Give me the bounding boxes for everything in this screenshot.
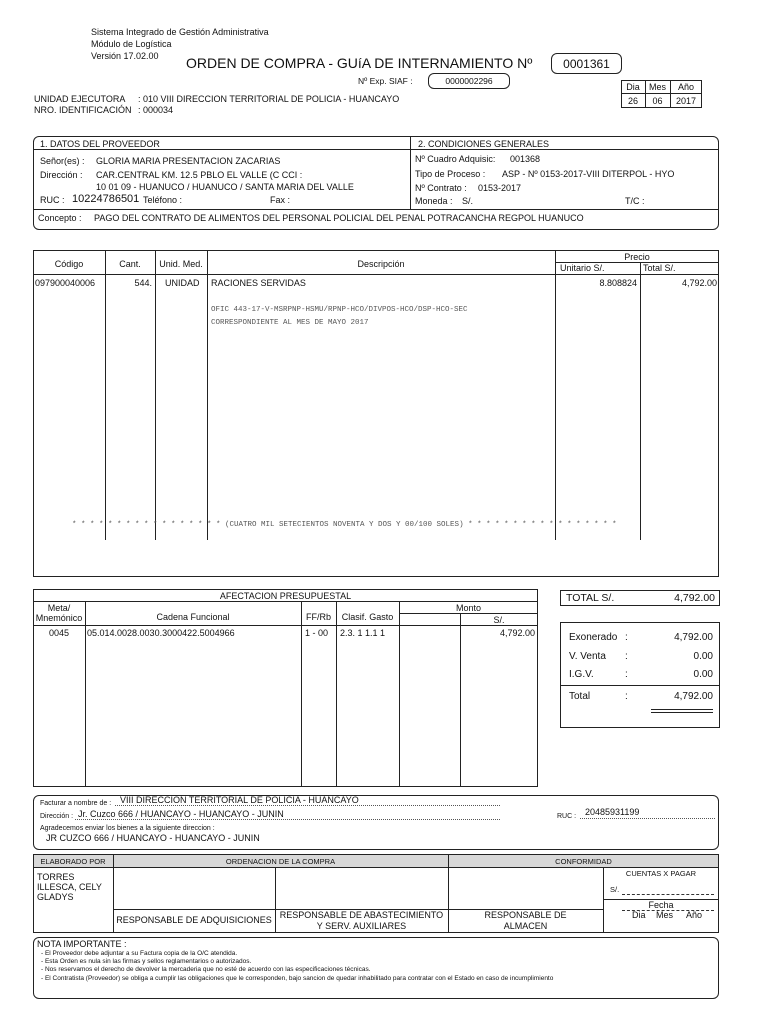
cuadro-value: 001368 — [510, 154, 541, 164]
budget-clasif: 2.3. 1 1.1 1 — [340, 628, 386, 638]
moneda-value: S/. — [462, 196, 474, 206]
order-number-box — [551, 53, 622, 74]
exonerado-label: Exonerado — [569, 632, 618, 643]
conformidad-header: CONFORMIDAD — [555, 857, 612, 866]
igv-label: I.G.V. — [569, 669, 594, 680]
note-line-1: - El Proveedor debe adjuntar a su Factura copia de la O/C atendida. — [41, 950, 238, 957]
unit-value: : 010 VIII DIRECCION TERRITORIAL DE POLICIA - HUANCAYO — [138, 94, 400, 104]
date-year: 2017 — [675, 96, 697, 106]
note-line-4: - El Contratista (Proveedor) se obliga a cumplir las obligaciones que le corresponden, bajo sancion de quedar inhabilitado para contratar con el Estado en caso de incumplimiento — [41, 975, 554, 982]
budget-meta: 0045 — [48, 628, 70, 638]
budget-cadena: 05.014.0028.0030.3000422.5004966 — [87, 628, 235, 638]
abastecimiento-label-2: Y SERV. AUXILIARES — [316, 921, 407, 931]
senor-value: GLORIA MARIA PRESENTACION ZACARIAS — [96, 156, 281, 166]
col-soles: S/. — [493, 615, 505, 625]
total-value: 4,792.00 — [674, 592, 715, 604]
almacen-label-2: ALMACEN — [503, 921, 548, 931]
budget-title: AFECTACION PRESUPUESTAL — [219, 591, 352, 601]
note-line-3: - Nos reservamos el derecho de devolver la mercaderia que no esté de acuerdo con las especificaciones técnicas. — [41, 966, 371, 973]
col-cant: Cant. — [119, 259, 141, 269]
abastecimiento-label-1: RESPONSABLE DE ABASTECIMIENTO — [279, 910, 444, 920]
col-cadena: Cadena Funcional — [156, 612, 230, 622]
tipo-label: Tipo de Proceso : — [415, 169, 486, 179]
elaborado-header: ELABORADO POR — [40, 857, 106, 866]
cuentas-label: CUENTAS X PAGAR — [625, 869, 697, 878]
row-total: 4,792.00 — [681, 278, 717, 288]
igv-colon: : — [625, 669, 628, 680]
fecha-dia: Dia — [632, 910, 646, 920]
col-ffrb: FF/Rb — [305, 612, 331, 622]
date-month: 06 — [652, 96, 663, 106]
amount-in-words: * * * * * * * * * * * * * * * * * (CUATRO MIL SETECIENTOS NOVENTA Y DOS Y 00/100 SOLES) * * * * * * * * * * * * * * * * * — [72, 521, 617, 529]
adquisiciones-label: RESPONSABLE DE ADQUISICIONES — [116, 915, 272, 925]
facturar-label: Facturar a nombre de : — [40, 800, 112, 807]
ordenacion-header: ORDENACION DE LA COMPRA — [225, 857, 336, 866]
direccion-value: CAR.CENTRAL KM. 12.5 PBLO EL VALLE (C CCI : — [96, 170, 303, 180]
sum-colon: : — [625, 691, 628, 702]
notes-title: NOTA IMPORTANTE : — [37, 939, 127, 949]
contrato-value: 0153-2017 — [478, 183, 522, 193]
document-title: ORDEN DE COMPRA - GUíA DE INTERNAMIENTO Nº — [186, 55, 533, 71]
col-codigo: Código — [54, 259, 84, 269]
telefono-label: Teléfono : — [143, 195, 183, 205]
system-name: Sistema Integrado de Gestión Administrativa — [91, 27, 269, 37]
ruc-value: 10224786501 — [72, 193, 140, 205]
cuentas-soles: S/. — [610, 885, 620, 894]
agradecemos-text: Agradecemos enviar los bienes a la siguiente direccion : — [40, 825, 215, 832]
senor-label: Señor(es) : — [40, 156, 85, 166]
igv-value: 0.00 — [693, 669, 713, 680]
exonerado-value: 4,792.00 — [674, 632, 713, 643]
note-line-2: - Esta Orden es nula sin las firmas y sellos reglamentarios o autorizados. — [41, 958, 252, 965]
sum-label: Total — [569, 691, 591, 702]
totals-breakdown — [560, 622, 720, 728]
total-box — [560, 590, 720, 606]
module-name: Módulo de Logística — [91, 39, 172, 49]
fecha-mes: Mes — [656, 910, 674, 920]
billing-ruc-value: 20485931199 — [585, 807, 640, 817]
row-unitario: 8.808824 — [599, 278, 637, 288]
col-monto: Monto — [455, 603, 481, 613]
elaborado-name-3: GLADYS — [37, 892, 74, 902]
siaf-label: Nº Exp. SIAF : — [358, 76, 413, 86]
item-note-line2: CORRESPONDIENTE AL MES DE MAYO 2017 — [211, 319, 369, 327]
venta-label: V. Venta — [569, 651, 606, 662]
date-day: 26 — [627, 96, 638, 106]
fecha-label: Fecha — [648, 900, 674, 910]
provider-section-title: 1. DATOS DEL PROVEEDOR — [40, 139, 160, 149]
siaf-box — [428, 73, 510, 89]
tipo-value: ASP - Nº 0153-2017-VIII DITERPOL - HYO — [502, 169, 675, 179]
order-number: 0001361 — [563, 57, 610, 71]
concepto-value: PAGO DEL CONTRATO DE ALIMENTOS DEL PERSONAL POLICIAL DEL PENAL POTRACANCHA REGPOL HUANUCO — [94, 213, 584, 223]
direccion-label: Dirección : — [40, 170, 83, 180]
fecha-ano: Año — [686, 910, 703, 920]
col-total: Total S/. — [643, 263, 676, 273]
siaf-value: 0000002296 — [445, 76, 493, 86]
billing-direccion-label: Dirección : — [40, 813, 74, 820]
col-descripcion: Descripción — [357, 259, 405, 269]
date-header-day: Dia — [626, 82, 640, 92]
direccion-line2: 10 01 09 - HUANUCO / HUANUCO / SANTA MARIA DEL VALLE — [96, 182, 354, 192]
moneda-label: Moneda : — [415, 196, 453, 206]
fax-label: Fax : — [270, 195, 291, 205]
elaborado-name-2: ILLESCA, CELY — [37, 882, 102, 892]
budget-ffrb: 1 - 00 — [305, 628, 329, 638]
id-value: : 000034 — [138, 105, 174, 115]
budget-monto: 4,792.00 — [499, 628, 535, 638]
row-descripcion: RACIONES SERVIDAS — [211, 278, 306, 288]
col-clasif: Clasif. Gasto — [341, 612, 394, 622]
venta-value: 0.00 — [693, 651, 713, 662]
facturar-value: VIII DIRECCION TERRITORIAL DE POLICIA - HUANCAYO — [120, 795, 359, 805]
version-label: Versión 17.02.00 — [91, 51, 159, 61]
ruc-label: RUC : — [40, 195, 65, 205]
row-cant: 544. — [134, 278, 152, 288]
date-header-year: Año — [677, 82, 694, 92]
envio-address: JR CUZCO 666 / HUANCAYO - HUANCAYO - JUNIN — [46, 833, 260, 843]
exonerado-colon: : — [625, 632, 628, 643]
col-unitario: Unitario S/. — [560, 263, 605, 273]
billing-direccion-value: Jr. Cuzco 666 / HUANCAYO - HUANCAYO - JUNIN — [78, 809, 284, 819]
billing-ruc-label: RUC : — [557, 813, 577, 820]
tc-label: T/C : — [625, 196, 645, 206]
contrato-label: Nº Contrato : — [415, 183, 467, 193]
cuadro-label: Nº Cuadro Adquisic: — [415, 154, 496, 164]
conditions-section-title: 2. CONDICIONES GENERALES — [418, 139, 550, 149]
date-header-month: Mes — [648, 82, 666, 92]
col-precio: Precio — [624, 252, 650, 262]
col-meta: Meta/ Mnemónico — [35, 603, 83, 623]
unit-label: UNIDAD EJECUTORA — [34, 94, 126, 104]
total-label: TOTAL S/. — [566, 592, 615, 604]
sum-value: 4,792.00 — [674, 691, 713, 702]
almacen-label-1: RESPONSABLE DE — [484, 910, 567, 920]
venta-colon: : — [625, 651, 628, 662]
row-codigo: 097900040006 — [35, 278, 96, 288]
item-note-line1: OFIC 443-17-V-MSRPNP-HSMU/RPNP-HCO/DIVPOS-HCO/DSP-HCO-SEC — [211, 306, 468, 314]
elaborado-name-1: TORRES — [37, 872, 75, 882]
row-unid: UNIDAD — [165, 278, 200, 288]
col-unid: Unid. Med. — [159, 259, 203, 269]
id-label: NRO. IDENTIFICACIÓN — [34, 105, 132, 115]
concepto-label: Concepto : — [38, 213, 82, 223]
